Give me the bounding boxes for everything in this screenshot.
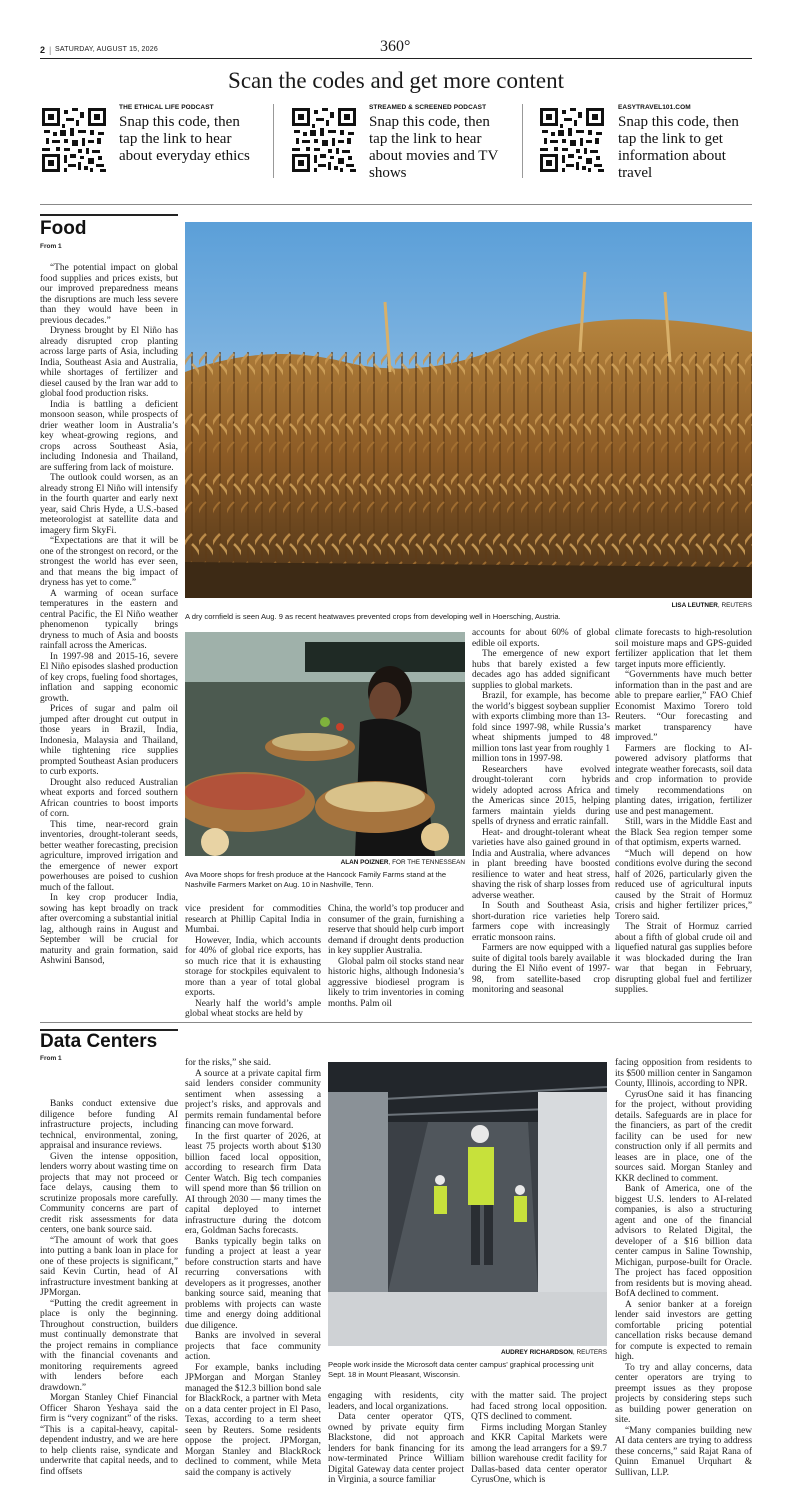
credit-agency: , REUTERS [572,1349,607,1356]
promo-divider [273,104,274,178]
paragraph: In South and Southeast Asia, short-duration rice varieties help farmers cope with increasingly erratic monsoon rains. [472,901,610,943]
credit-name: LISA LEUTNER [671,602,718,609]
paragraph: Farmers are flocking to AI-powered advisory platforms that integrate weather forecasts, soil data and crop information to provide timely recommendations on planting dates, irrigation, fertilizer use and pest management. [615,743,752,817]
qr-code-ethical-life[interactable] [42,108,106,172]
paragraph: with the matter said. The project had faced strong local opposition. QTS declined to comment. [471,1391,607,1422]
credit-name: AUDREY RICHARDSON [500,1349,573,1356]
data-center-photo [328,1062,607,1346]
paragraph: A source at a private capital firm said lenders consider community sentiment when assessing a project’s risks, and approvals and permits remain fundamental before financing can move forward. [185,1068,321,1131]
promo-label: EASYTRAVEL101.COM [618,104,691,111]
paragraph: Dryness brought by El Niño has already disrupted crop planting across large parts of Asia, including India, Southeast Asia and Australia, while shortages of fertilizer and diesel caused by the Iran war add to global food production risks. [40,326,178,399]
paragraph: Nearly half the world’s ample global wheat stocks are held by [185,998,321,1019]
paragraph: Bank of America, one of the biggest U.S. lenders to AI-related companies, is also a structuring agent and one of the financial advisors to Related Digital, the developer of a $16 billion data center campus in Saline Township, Michigan, purpose-built for Oracle. The project has faced opposition from residents but is moving ahead. BofA declined to comment. [615,1184,752,1299]
promo-bottom-rule [40,204,752,205]
data-centers-article-column-3 [328,1391,464,1486]
credit-name: ALAN POIZNER [340,859,389,866]
paragraph: A warming of ocean surface temperatures in the eastern and central Pacific, the El Niño weather phenomenon typically brings dryness to much of Asia and boosts rainfall across the Americas. [40,588,178,651]
market-photo [185,632,465,856]
paragraph: for the risks,” she said. [185,1058,271,1068]
section-separator-rule [40,1022,752,1023]
qr-code-streamed-screened[interactable] [292,108,356,172]
data-centers-article-column-5 [615,1058,752,1478]
photo-caption: Ava Moore shops for fresh produce at the Hancock Family Farms stand at the Nashville Farmers Market on Aug. 10 in Nashville, Tenn. [185,870,447,889]
promo-divider [522,104,523,178]
data-centers-section-title: Data Centers [40,1031,158,1052]
data-centers-article-column-1 [40,1099,178,1477]
paragraph: Given the intense opposition, lenders worry about wasting time on projects that may not proceed or face delays, causing them to scrutinize proposals more carefully. Community concerns are part of credit risk assessments for data centers, one bank source said. [40,1151,178,1235]
qr-code-easytravel[interactable] [540,108,604,172]
paragraph: Researchers have evolved drought-tolerant corn hybrids widely adopted across Africa and the Americas since 2015, helping farmers maintain yields during spells of dryness and erratic rainfall. [472,764,610,827]
food-article-column-2 [185,904,321,1020]
paragraph: Prices of sugar and palm oil jumped after drought cut output in those years in Brazil, India, Indonesia, Malaysia and Thailand, while tightening rice supplies prompted Southeast Asian producers to curb exports. [40,704,178,777]
paragraph: “Putting the credit agreement in place is only the beginning. Throughout construction, builders must continually demonstrate that the project remains in compliance with the financial covenants and monitoring requirements agreed with lenders before each drawdown.” [40,1298,178,1393]
cornfield-photo [185,222,752,598]
paragraph: Banks conduct extensive due diligence before funding AI infrastructure projects, including technical, environmental, zoning, appraisal and insurance reviews. [40,1099,178,1151]
promo-text: Snap this code, then tap the link to hear about everyday ethics [119,114,250,164]
paragraph: Banks typically begin talks on funding a project at least a year before construction starts and have recurring conversations with developers as it progresses, another banking source said, meaning that problems with projects can waste time and energy doing additional due diligence. [185,1236,321,1331]
paragraph: China, the world’s top producer and consumer of the grain, furnishing a reserve that should help curb import demand if drought dents production in key supplier Australia. [328,904,464,956]
paragraph: CyrusOne said it has financing for the project, without providing details. Safeguards are in place for the financiers, as part of the credit facility can be used for new construction only if all permits and leases are in place, one of the sources said. Morgan Stanley and KKR declined to comment. [615,1089,752,1184]
paragraph: The Strait of Hormuz carried about a fifth of global crude oil and liquefied natural gas supplies before it was blockaded during the Iran war that began in February, disrupting global fuel and fertilizer supplies. [615,922,752,995]
paragraph: accounts for about 60% of global edible oil exports. [472,628,610,649]
page-number: 2 [40,45,46,55]
paragraph: For example, banks including JPMorgan and Morgan Stanley managed the $12.3 billion bond sale for BlackRock, a partner with Meta on a data center project in El Paso, Texas, according to a term sheet seen by Reuters. Some residents oppose the project. JPMorgan, Morgan Stanley and BlackRock declined to comment, while Meta said the company is actively [185,1362,321,1478]
section-name: 360° [380,38,411,55]
food-article-column-4 [472,628,610,996]
food-article-column-3 [328,904,464,1009]
paragraph: To try and allay concerns, data center operators are trying to preempt issues as they propose projects by considering steps such as building power generation on site. [615,1362,752,1425]
paragraph: Morgan Stanley Chief Financial Officer Sharon Yeshaya said the firm is “very cognizant” of the risks. “This is a capital-heavy, capital-dependent industry, and we are here to help clients raise, syndicate and underwrite that capital needs, and to find offsets [40,1393,178,1477]
credit-agency: , FOR THE TENNESSEAN [388,859,465,866]
paragraph: “Much will depend on how conditions evolve during the second half of 2026, particularly given the reduced use of agricultural inputs caused by the Strait of Hormuz crisis and higher fertilizer prices,” Torero said. [615,848,752,922]
header-divider-bar: | [49,45,52,55]
credit-agency: , REUTERS [717,602,752,609]
paragraph: Firms including Morgan Stanley and KKR Capital Markets were among the lead arrangers for a $9.7 billion warehouse credit facility for Dallas-based data center operator CyrusOne, which is [471,1422,607,1485]
paragraph: Farmers are now equipped with a suite of digital tools barely available during the El Niño event of 1997-98, from satellite-based crop monitoring and seasonal [472,943,610,995]
photo-caption: A dry cornfield is seen Aug. 9 as recent heatwaves prevented crops from developing well in Hoersching, Austria. [185,612,561,621]
paragraph: A senior banker at a foreign lender said investors are getting comfortable pricing potential cancellation risks because demand for compute is expected to remain high. [615,1299,752,1362]
paragraph: However, India, which accounts for 40% of global rice exports, has so much rice that it is exhausting storage for stockpiles equivalent to more than a year of total global exports. [185,935,321,998]
paragraph: Still, wars in the Middle East and the Black Sea region temper some of that optimism, experts warned. [615,817,752,848]
paragraph: “Governments have much better information than in the past and are able to prepare earlier,” FAO Chief Economist Maximo Torero told Reuters. “Our forecasting and market transparency have improved.” [615,670,752,743]
paragraph: This time, near-record grain inventories, drought-tolerant seeds, better weather forecasting, precision agriculture, improved irrigation and the emergence of newer export powerhouses are poised to cushion much of the fallout. [40,819,178,893]
food-section-title: Food [40,218,87,239]
food-article-column-5 [615,628,752,996]
paragraph: vice president for commodities research at Phillip Capital India in Mumbai. [185,904,321,935]
paragraph: Heat- and drought-tolerant wheat varieties have also gained ground in India and Australia, where advances in plant breeding have boosted resilience to water and heat stress, shaving the risk of sharp losses from adverse weather. [472,827,610,901]
photo-caption: People work inside the Microsoft data center campus’ graphical processing unit Sept. 18 in Mount Pleasant, Wisconsin. [328,1360,594,1379]
data-centers-article-column-4 [471,1391,607,1486]
photo-credit [328,1349,607,1356]
paragraph: The outlook could worsen, as an already strong El Niño will intensify in the fourth quarter and early next year, said Chris Hyde, a U.S.-based meteorologist at satellite data and imagery firm SkyFi. [40,473,178,536]
paragraph: “Many companies building new AI data centers are trying to address these concerns,” said Rajat Rana of Quinn Emanuel Urquhart & Sullivan, LLP. [615,1425,752,1478]
paragraph: Brazil, for example, has become the world’s biggest soybean supplier with exports climbing more than 13-fold since 1997-98, while Russia’s wheat shipments jumped to 48 million tons last year from roughly 1 million tons in 1997-98. [472,691,611,764]
paragraph: facing opposition from residents to its $500 million center in Sangamon County, Illinois, according to NPR. [615,1058,752,1089]
paragraph: In the first quarter of 2026, at least 75 projects worth about $130 billion faced local opposition, according to research firm Data Center Watch. Big tech companies will spend more than $6 trillion on AI through 2030 — many times the capital deployed to internet infrastructure during the dotcom era, Goldman Sachs forecasts. [185,1131,321,1236]
promo-label: STREAMED & SCREENED PODCAST [369,104,487,111]
promo-text: Snap this code, then tap the link to hear about movies and TV shows [369,114,499,181]
paragraph: India is battling a deficient monsoon season, while prospects of drier weather loom in Australia’s key wheat-growing regions, and crops across Southeast Asia, including Indonesia and Thailand, are suffering from lack of moisture. [40,399,178,473]
food-title-rule [40,214,178,216]
paragraph: The emergence of new export hubs that barely existed a few decades ago has added significant supplies to global markets. [472,649,610,691]
paragraph: Global palm oil stocks stand near historic highs, although Indonesia’s aggressive biodiesel program is likely to trim inventories in coming months. Palm oil [328,956,464,1009]
food-jump-from: From 1 [40,243,62,250]
header-rule [40,58,752,59]
paragraph: climate forecasts to high-resolution soil moisture maps and GPS-guided fertilizer application that let them target inputs more efficiently. [615,628,752,670]
promo-headline: Scan the codes and get more content [228,68,564,93]
paragraph: “The amount of work that goes into putting a bank loan in place for one of these projects is significant,” said Kevin Curtin, head of AI infrastructure investment banking at JPMorgan. [40,1235,178,1298]
paragraph: In 1997-98 and 2015-16, severe El Niño episodes slashed production of key crops, fueling food shortages, inflation and sapping economic growth. [40,651,178,704]
food-article-column-1 [40,263,178,967]
header-date: SATURDAY, AUGUST 15, 2026 [55,46,158,53]
data-centers-jump-from: From 1 [40,1055,62,1062]
promo-label: THE ETHICAL LIFE PODCAST [119,104,214,111]
photo-credit [185,602,752,609]
paragraph: engaging with residents, city leaders, and local organizations. [328,1391,464,1412]
paragraph: Drought also reduced Australian wheat exports and forced southern African countries to boost imports of corn. [40,777,178,819]
paragraph: “The potential impact on global food supplies and prices exists, but our improved preparedness means the disruptions are much less severe than they would have been in previous decades.” [40,263,178,326]
promo-text: Snap this code, then tap the link to get information about travel [618,114,739,181]
paragraph: Data center operator QTS, owned by private equity firm Blackstone, did not approach lenders for bank financing for its now-terminated Prince William Digital Gateway data center project in Virginia, a source familiar [328,1412,464,1485]
paragraph: In key crop producer India, sowing has kept broadly on track after overcoming a substantial initial lag, although rains in August and September will be crucial for maturity and grain formation, said Ashwini Bansod, [40,893,178,966]
data-centers-article-column-2 [185,1058,321,1478]
paragraph: Banks are involved in several projects that face community action. [185,1331,321,1362]
photo-credit [185,859,465,866]
paragraph: “Expectations are that it will be one of the strongest on record, or the strongest the world has ever seen, and that means the big impact of dryness has yet to come.” [40,536,178,588]
